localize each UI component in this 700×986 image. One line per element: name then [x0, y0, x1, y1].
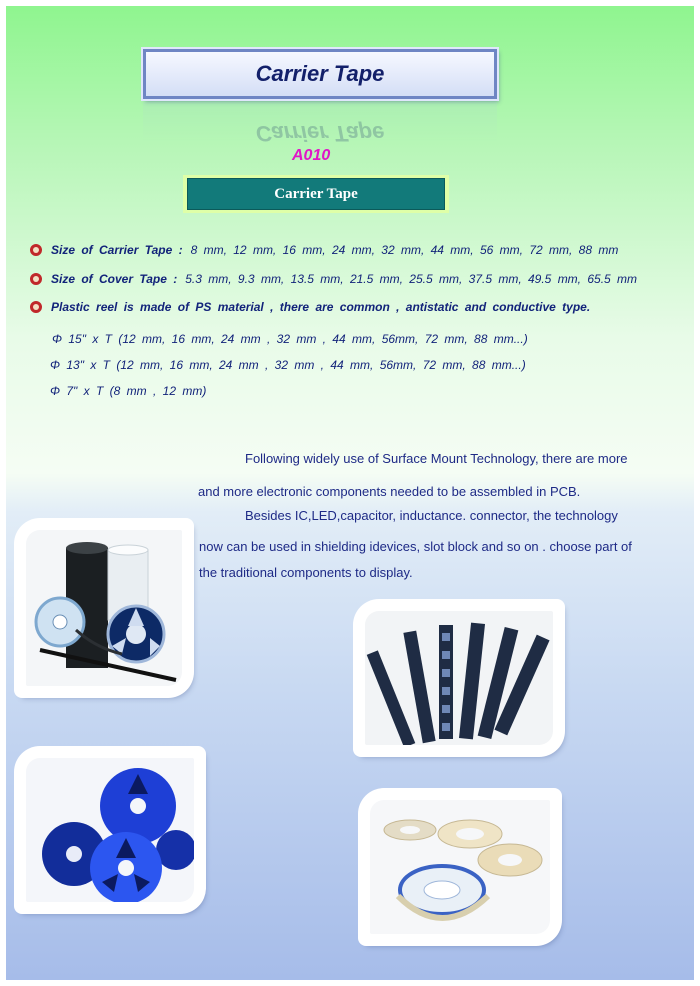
photo-tape-rolls-inner [26, 530, 182, 686]
section-band-label: Carrier Tape [274, 185, 358, 202]
spec-label: Size of Cover Tape : [51, 272, 178, 286]
photo-cover-tape-inner [370, 800, 550, 934]
description-line-5: the traditional components to display. [199, 565, 413, 580]
spec-value: 5.3 mm, 9.3 mm, 13.5 mm, 21.5 mm, 25.5 mm, 37.5 mm, 49.5 mm, 65.5 mm [185, 272, 638, 286]
title-banner [143, 49, 497, 99]
title-reflection [143, 102, 497, 146]
photo-tape-rolls [18, 522, 190, 694]
reel-size-13: Φ 13" x T (12 mm, 16 mm, 24 mm , 32 mm , 44 mm, 56mm, 72 mm, 88 mm...) [50, 358, 526, 372]
blue-reels-illustration [26, 758, 194, 902]
spec-label: Plastic reel is made of PS material , there are common , antistatic and conductive type. [51, 300, 591, 314]
description-line-4: now can be used in shielding idevices, slot block and so on . choose part of [199, 539, 632, 554]
spec-carrier-tape [30, 243, 618, 257]
page-title: Carrier Tape [255, 61, 385, 86]
description-line-1: Following widely use of Surface Mount Technology, there are more [245, 451, 628, 466]
product-code: A010 [292, 147, 331, 164]
bullet-icon [30, 301, 42, 313]
reel-size-15: Φ 15" x T (12 mm, 16 mm, 24 mm , 32 mm , 44 mm, 56mm, 72 mm, 88 mm...) [52, 332, 528, 346]
spec-label: Size of Carrier Tape : [51, 243, 183, 257]
section-band [183, 175, 449, 213]
bullet-icon [30, 273, 42, 285]
tape-rolls-illustration [26, 530, 182, 686]
section-band-inner [187, 178, 445, 210]
title-reflection-text: Carrier Tape [255, 121, 385, 146]
spec-cover-tape [30, 272, 637, 286]
photo-tape-strips [357, 603, 561, 753]
description-line-3: Besides IC,LED,capacitor, inductance. connector, the technology [245, 508, 618, 523]
reel-size-7: Φ 7" x T (8 mm , 12 mm) [50, 384, 207, 398]
bullet-icon [30, 244, 42, 256]
photo-tape-strips-inner [365, 611, 553, 745]
catalog-page [6, 6, 694, 980]
cover-tape-illustration [370, 800, 550, 934]
photo-blue-reels-inner [26, 758, 194, 902]
description-line-2: and more electronic components needed to be assembled in PCB. [198, 484, 581, 499]
spec-value: 8 mm, 12 mm, 16 mm, 24 mm, 32 mm, 44 mm, 56 mm, 72 mm, 88 mm [190, 243, 619, 257]
photo-blue-reels [18, 750, 202, 910]
photo-cover-tape [362, 792, 558, 942]
tape-strips-illustration [365, 611, 553, 745]
spec-plastic-reel [30, 300, 590, 314]
